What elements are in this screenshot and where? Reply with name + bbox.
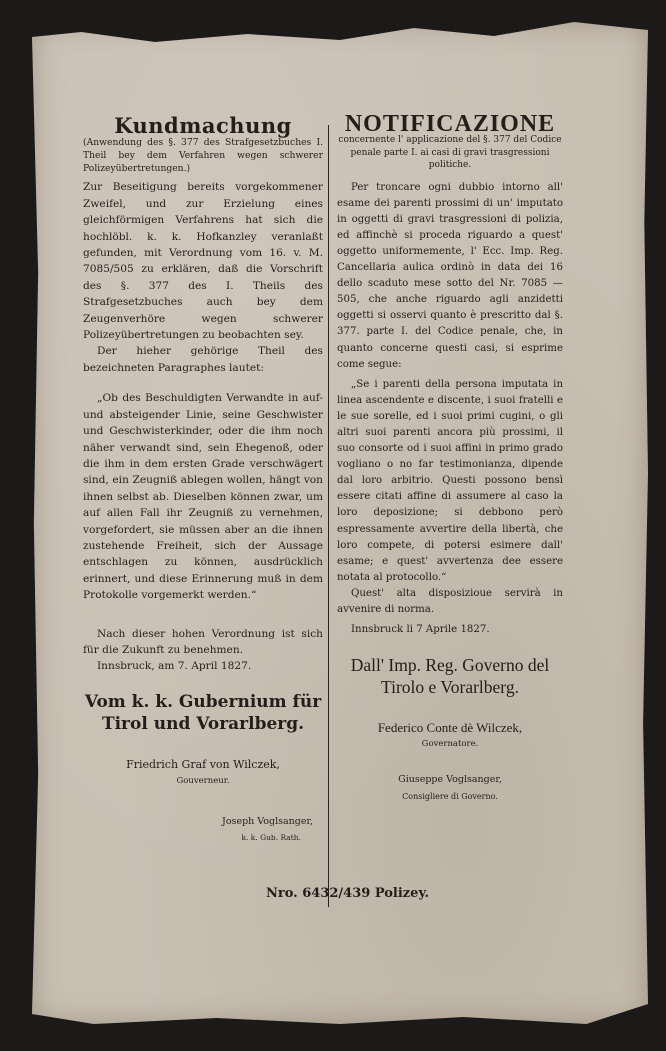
german-authority: Vom k. k. Gubernium für Tirol und Vorarlberg. bbox=[84, 691, 322, 734]
german-subtitle: (Anwendung des §. 377 des Strafgesetzbuches I. Theil bey dem Verfahren wegen schwerer Polizeyübertretungen.) bbox=[83, 137, 323, 175]
italian-quote: „Se i parenti della persona imputata in linea ascendente e discente, i suoi fratelli e le sue sorelle, ed i suoi primi cugini, o gli altri suoi parenti ancora più prossimi, il suo consorte od i suoi affini in primo grado vogliano o no far testimonianza, dipende dal loro arbitrio. Questi possono bensì essere citati affine di assumere al caso la loro deposizione; si debbono però espressamente avvertire della libertà, che loro compete, di potersi esimere dall' esame; e quest' avvertenza dee essere notata al protocollo.“ bbox=[337, 378, 563, 583]
german-quote: „Ob des Beschuldigten Verwandte in auf- und absteigender Linie, seine Geschwister und Geschwisterkinder, oder die ihm noch näher verwandt sind, sein Ehegenoß, oder die ihm in dem ersten Grade verschwägert sind, ein Zeugniß ablegen wollen, hängt von ihnen selbst ab. Dieselben können zwar, um auf allen Fall ihr Zeugniß zu vernehmen, vorgefordert, sie müssen aber an die ihnen zustehende Freiheit, sich der Aussage entschlagen zu können, ausdrücklich erinnert, und diese Erinnerung muß in dem Protokolle vorgemerkt werden.“ bbox=[83, 392, 323, 602]
german-closing: Nach dieser hohen Verordnung ist sich für die Zukunft zu benehmen. bbox=[83, 627, 323, 656]
italian-subtitle: concernente l' applicazione del §. 377 del Codice penale parte I. ai casi di gravi trasgressioni politiche. bbox=[338, 135, 562, 171]
column-divider bbox=[328, 125, 329, 907]
german-paragraph-1: Zur Beseitigung bereits vorgekommener Zweifel, und zur Erzielung eines gleichförmigen Verfahrens hat sich die hochlöbl. k. k. Hofkanzley veranlaßt gefunden, mit Verordnung vom 16. v. M. 7085/505 zu erklären, daß die Vorschrift des §. 377 des I. Theils des Strafgesetzbuches auch bey dem Zeugenverhöre wegen schwerer Polizeyübertretungen zu beobachten sey. bbox=[83, 181, 323, 342]
german-paragraph-2: Der hieher gehörige Theil des bezeichneten Paragraphes lautet: bbox=[83, 345, 323, 374]
italian-signer: Federico Conte dè Wilczek, bbox=[377, 720, 523, 736]
german-signer-2: Joseph Voglsanger, bbox=[222, 815, 313, 827]
german-signer-role: Gouverneur. bbox=[176, 776, 230, 787]
italian-signer-role: Governatore. bbox=[421, 739, 479, 750]
italian-signer-2: Giuseppe Voglsanger, bbox=[398, 774, 502, 786]
document-number: Nro. 6432/439 Polizey. bbox=[266, 886, 430, 901]
german-signer: Friedrich Graf von Wilczek, bbox=[126, 757, 280, 771]
italian-authority: Dall' Imp. Reg. Governo del Tirolo e Vorarlberg. bbox=[350, 655, 550, 698]
italian-paragraph-1: Per troncare ogni dubbio intorno all' esame dei parenti prossimi di un' imputato in oggetti di gravi trasgressioni di polizia, ed affinchè si proceda riguardo a quest' oggetto uniformemente, l' Ecc. Imp. Reg. Cancellaria aulica ordinò in data dei 16 dello scaduto mese sotto del Nr. 7085 — 505, che anche riguardo agli anzidetti oggetti si osservi quanto è prescritto dal §. 377. parte I. del Codice penale, che, in quanto concerne questi casi, si esprime come segue: bbox=[337, 181, 563, 370]
german-column bbox=[83, 113, 323, 846]
italian-column bbox=[337, 111, 563, 805]
italian-closing: Quest' alta disposizioue servirà in avvenire di norma. bbox=[337, 587, 563, 616]
italian-title: NOTIFICAZIONE bbox=[344, 111, 556, 137]
german-signer-2-role: k. k. Gub. Rath. bbox=[241, 833, 301, 842]
italian-date: Innsbruck li 7 Aprile 1827. bbox=[351, 624, 490, 636]
german-title: Kundmachung bbox=[114, 113, 292, 138]
italian-signer-2-role: Consigliere di Governo. bbox=[402, 791, 498, 801]
german-date: Innsbruck, am 7. April 1827. bbox=[97, 660, 252, 673]
